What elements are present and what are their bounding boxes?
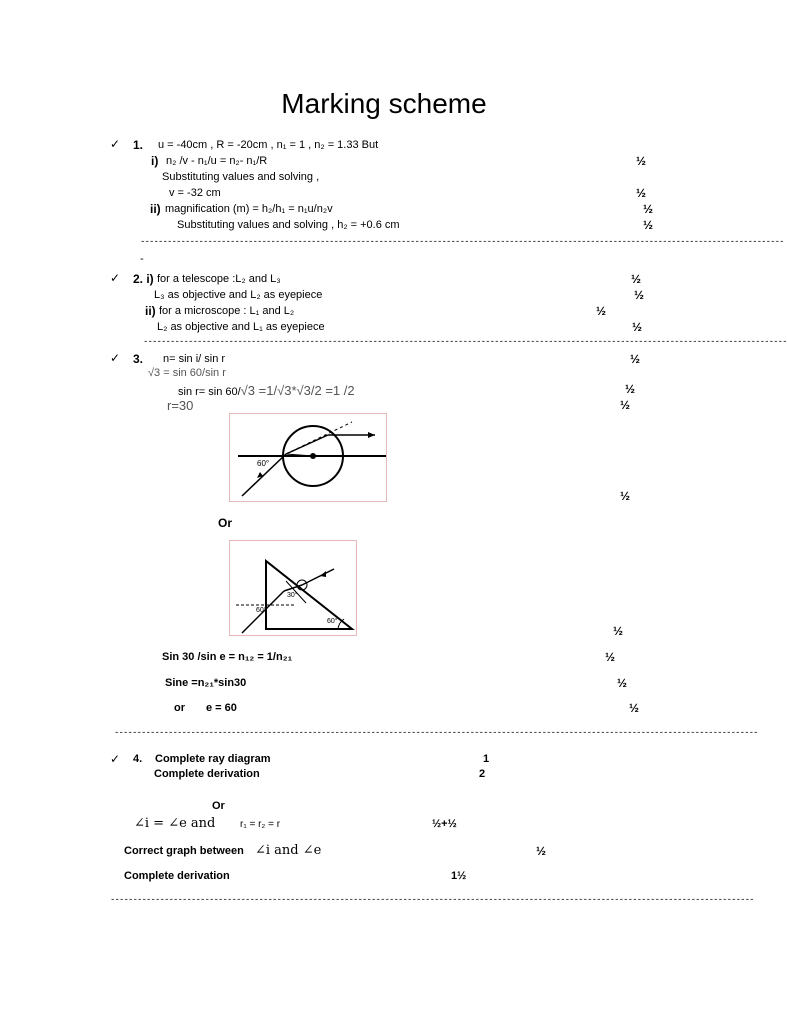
fig2-angle-60-left: 60°: [256, 607, 267, 614]
separator: -----------------------------------------------------------------------------------------------------------------------------------------------: [110, 895, 754, 905]
mark: ½: [643, 218, 654, 232]
q3-eq3b: √3 =1/√3*√3/2 =1 /2: [240, 383, 355, 398]
q4-angles: ∠i = ∠e and: [134, 816, 216, 831]
mark: ½: [634, 288, 645, 302]
q2-i-sub: L₃ as objective and L₂ as eyepiece: [154, 289, 323, 301]
q3-eq1: n= sin i/ sin r: [163, 353, 226, 365]
q3-eq4: r=30: [167, 398, 194, 413]
q4-derivation: Complete derivation: [154, 768, 260, 780]
q3-eq2: √3 = sin 60/sin r: [148, 367, 226, 379]
q4-angles-mark: ½+½: [432, 818, 457, 830]
q4-derivation-2-mark: 1½: [451, 870, 467, 882]
separator: -----------------------------------------------------------------------------------------------------------------------------------------------: [143, 337, 787, 347]
q2-ii-sub: L₂ as objective and L₁ as eyepiece: [157, 321, 325, 333]
mark: ½: [636, 186, 647, 200]
q1-i-equation: n₂ /v - n₁/u = n₂- n₁/R: [166, 155, 268, 167]
fig2-angle-60-right: 60°: [327, 618, 338, 625]
mark: ½: [643, 202, 654, 216]
q3-eq3a: sin r= sin 60/: [178, 386, 241, 398]
q1-number: 1.: [133, 138, 144, 152]
q3-sine-equation: Sine =n₂₁*sin30: [165, 677, 247, 689]
q2-ii-label: ii): [145, 304, 156, 318]
page-title: Marking scheme: [281, 88, 487, 119]
q3-eq3: [178, 382, 355, 400]
mark: ½: [631, 272, 642, 286]
q3-number: 3.: [133, 352, 144, 366]
mark: ½: [630, 352, 641, 366]
q4-r-equation: r₁ = r₂ = r: [240, 819, 281, 830]
sphere-diagram-svg: [230, 414, 386, 501]
q1-given: u = -40cm , R = -20cm , n₁ = 1 , n₂ = 1.33 But: [158, 139, 379, 151]
q2-ii-text: for a microscope : L₁ and L₂: [159, 305, 295, 317]
prism-refraction-figure: [229, 540, 357, 636]
sphere-refraction-figure: [229, 413, 387, 502]
q4-or: Or: [212, 800, 225, 812]
q4-derivation-2: Complete derivation: [124, 870, 230, 882]
q1-ii-equation: magnification (m) = h₂/h₁ = n₁u/n₂v: [165, 203, 333, 215]
separator-tail: -: [140, 253, 144, 265]
q4-number: 4.: [133, 753, 143, 765]
mark: ½: [536, 844, 547, 858]
q1-i-label: i): [151, 154, 159, 168]
q3-or-2: or: [174, 702, 185, 714]
separator: -----------------------------------------------------------------------------------------------------------------------------------------------: [114, 728, 758, 738]
q3-e-result: e = 60: [206, 702, 237, 714]
mark: ½: [632, 320, 643, 334]
q4-graph: Correct graph between: [124, 845, 244, 857]
fig2-angle-30: 30°: [287, 592, 298, 599]
check-icon: ✓: [110, 271, 121, 285]
mark: ½: [613, 624, 624, 638]
separator: -----------------------------------------------------------------------------------------------------------------------------------------------: [140, 237, 784, 247]
fig1-angle-label: 60°: [257, 459, 270, 468]
mark: ½: [636, 154, 647, 168]
mark: ½: [620, 398, 631, 412]
q4-graph-relation: ∠i and ∠e: [255, 843, 322, 858]
q3-or: Or: [218, 516, 233, 530]
mark: ½: [605, 650, 616, 664]
q2-i-text: for a telescope :L₂ and L₃: [157, 273, 281, 285]
mark: ½: [629, 701, 640, 715]
mark: ½: [617, 676, 628, 690]
check-icon: ✓: [110, 351, 121, 365]
q1-substituting-2: Substituting values and solving , h₂ = +0.6 cm: [177, 219, 400, 231]
mark: ½: [596, 304, 607, 318]
q3-sin-equation: Sin 30 /sin e = n₁₂ = 1/n₂₁: [162, 651, 293, 663]
mark: ½: [625, 382, 636, 396]
q1-substituting-1: Substituting values and solving ,: [162, 171, 320, 183]
mark: ½: [620, 489, 631, 503]
check-icon: ✓: [110, 137, 121, 151]
q4-ray-mark: 1: [483, 753, 490, 765]
q4-derivation-mark: 2: [479, 768, 486, 780]
q1-v-result: v = -32 cm: [169, 187, 221, 199]
q1-ii-label: ii): [150, 202, 161, 216]
q4-ray-diagram: Complete ray diagram: [155, 753, 271, 765]
q2-number: 2. i): [133, 272, 154, 286]
check-icon: ✓: [110, 752, 121, 766]
